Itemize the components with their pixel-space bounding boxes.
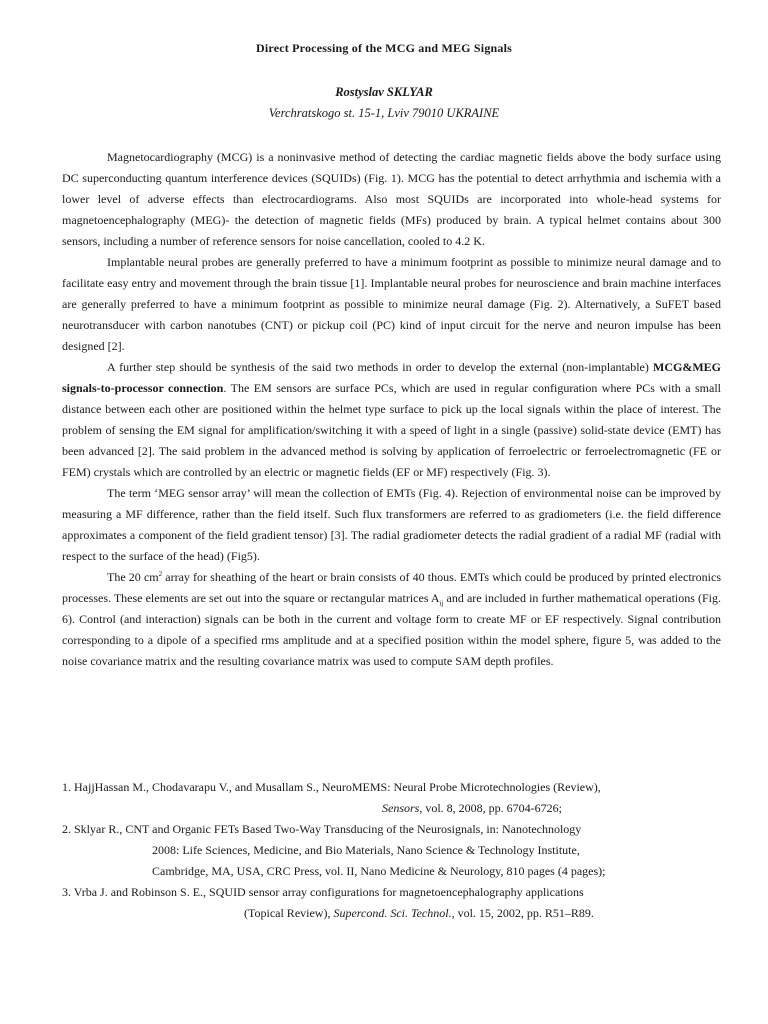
author-address: Verchratskogo st. 15-1, Lviv 79010 UKRAINE — [268, 106, 500, 120]
reference-list — [62, 777, 721, 924]
reference-2-line-3: Cambridge, MA, USA, CRC Press, vol. II, Nano Medicine & Neurology, 810 pages (4 pages); — [152, 864, 606, 878]
reference-3-journal: Supercond. Sci. Technol. — [333, 906, 452, 920]
subscript-ij: ij — [439, 599, 444, 608]
paragraph-2: Implantable neural probes are generally preferred to have a minimum footprint as possible to minimize neural damage and to facilitate easy entry and movement through the brain tissue [1]. Implantable neural probes for neuroscience and brain machine interfaces are generally preferred to have a minimum footprint as possible to minimize neural damage (Fig. 2). Alternatively, a SuFET based neurotransducer with carbon nanotubes (CNT) or pickup coil (PC) kind of input circuit for the nerve and neuron impulse has been designed [2]. — [62, 255, 721, 353]
reference-2-line-2: 2008: Life Sciences, Medicine, and Bio Materials, Nano Science & Technology Institute, — [152, 843, 580, 857]
reference-3-line-1: 3. Vrba J. and Robinson S. E., SQUID sensor array configurations for magnetoencephalography applications — [62, 885, 584, 899]
paragraph-3 — [62, 357, 721, 483]
paragraph-3-text-a: A further step should be synthesis of the said two methods in order to develop the external (non-implantable) — [107, 360, 653, 374]
paragraph-4: The term ‘MEG sensor array’ will mean the collection of EMTs (Fig. 4). Rejection of environmental noise can be improved by measuring a MF difference, rather than the field itself. Such flux transformers are referred to as gradiometers (i.e. the field difference approximates a component of the field gradient tensor) [3]. The radial gradiometer detects the radial gradient of a radial MF (radial with respect to the surface of the head) (Fig5). — [62, 486, 721, 563]
author-name: Rostyslav SKLYAR — [335, 85, 433, 99]
reference-3-prefix: (Topical Review), — [244, 906, 334, 920]
reference-1-journal: Sensors — [382, 801, 420, 815]
reference-1-line-1: 1. HajjHassan M., Chodavarapu V., and Musallam S., NeuroMEMS: Neural Probe Microtechnologies (Review), — [62, 780, 601, 794]
reference-1 — [62, 777, 721, 819]
paper-body — [62, 147, 721, 672]
paper-title: Direct Processing of the MCG and MEG Signals — [255, 41, 512, 55]
paragraph-1: Magnetocardiography (MCG) is a noninvasive method of detecting the cardiac magnetic fields above the body surface using DC superconducting quantum interference devices (SQUIDs) (Fig. 1). MCG has the potential to detect arrhythmia and ischemia with a lower level of adverse effects than electrocardiograms. Also most SQUIDs are incorporated into whole-head systems for magnetoencephalography (MEG)- the detection of magnetic fields (MFs) produced by brain. A typical helmet contains about 300 sensors, including a number of reference sensors for noise cancellation, cooled to 4.2 K. — [62, 150, 721, 248]
superscript-2: 2 — [158, 570, 163, 578]
paragraph-5-text-c: and are included in further mathematical operations (Fig. 6). Control (and interaction) signals can be both in the current and voltage form to create MF or EF respectively. Signal contribution corresponding to a dipole of a specified rms amplitude and at a specified position within the model sphere, figure 5, was added to the noise covariance matrix and the resulting covariance matrix was used to compute SAM depth profiles. — [62, 591, 721, 668]
paragraph-5-text-b: array for sheathing of the heart or brain consists of 40 thous. EMTs which could be produced by printed electronics processes. These elements are set out into the square or rectangular matrices A — [62, 570, 721, 605]
paragraph-3-text-b: . The EM sensors are surface PCs, which are used in regular configuration where PCs with a small distance between each other are positioned within the helmet type surface to pick up the local signals within the place of interest. The problem of sensing the EM signal for amplification/switching it with a speed of light in a single (passive) solid-state device (EMT) has been advanced [2]. The said problem in the advanced method is solving by application of ferroelectric or ferroelectromagnetic (FE or FEM) crystals which are controlled by an electric or magnetic fields (EF or MF) respectively (Fig. 3). — [62, 381, 721, 479]
paragraph-5 — [62, 567, 721, 672]
reference-3-details: , vol. 15, 2002, pp. R51–R89. — [451, 906, 594, 920]
paragraph-3-bold-phrase: MCG&MEG signals-to-processor connection — [62, 360, 721, 395]
paragraph-5-text-a: The 20 cm — [107, 570, 159, 584]
reference-1-line-2 — [62, 798, 721, 819]
reference-2-line-1: 2. Sklyar R., CNT and Organic FETs Based Two-Way Transducing of the Neurosignals, in: Nanotechnology — [62, 822, 582, 836]
reference-1-details: , vol. 8, 2008, pp. 6704-6726; — [419, 801, 563, 815]
reference-3 — [62, 882, 721, 924]
reference-2 — [62, 819, 721, 882]
reference-3-line-2 — [62, 903, 721, 924]
